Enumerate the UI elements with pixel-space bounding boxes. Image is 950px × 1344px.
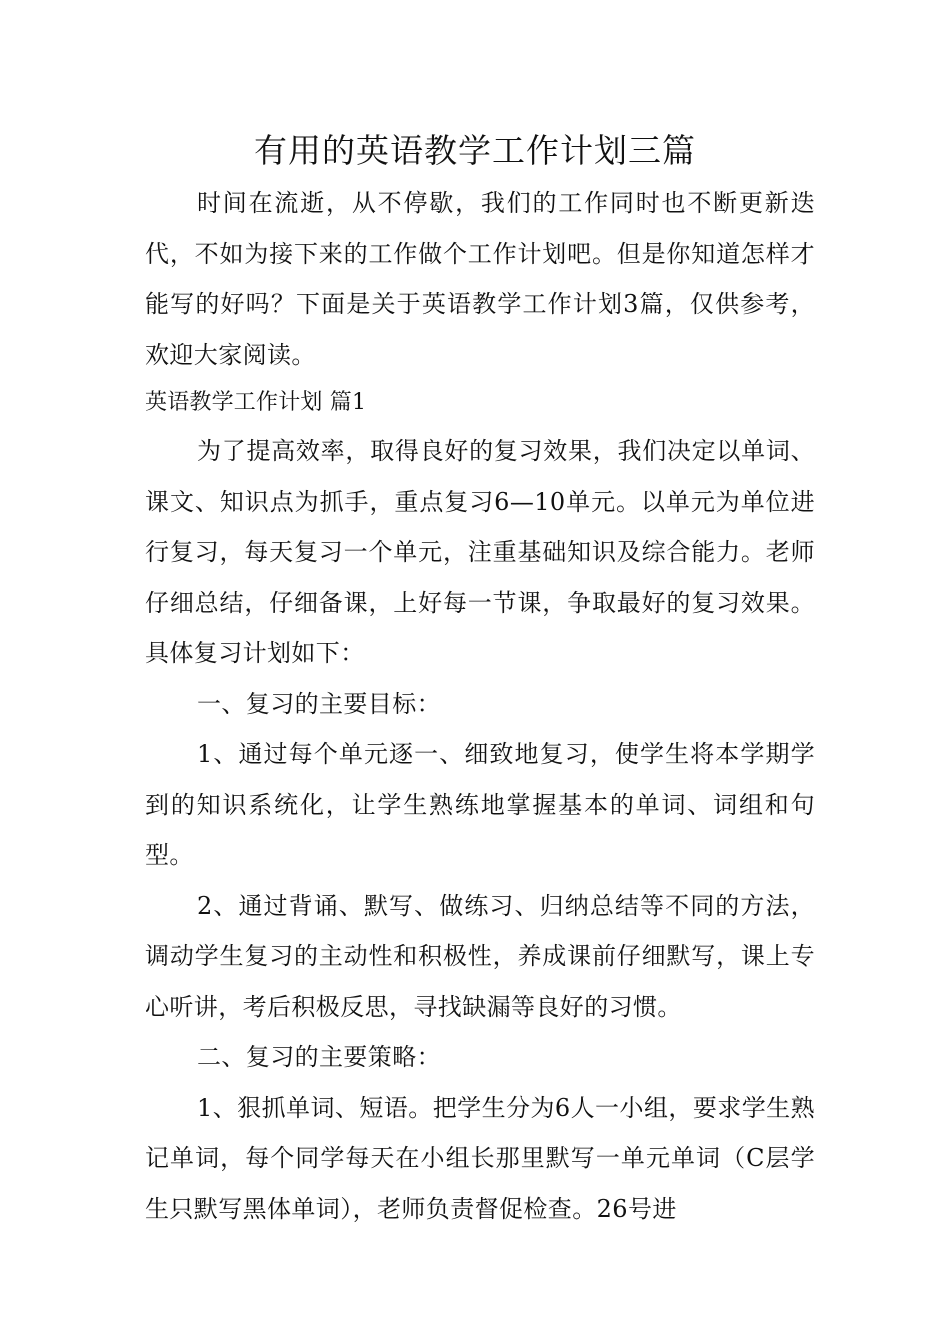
body-paragraph: 2、通过背诵、默写、做练习、归纳总结等不同的方法，调动学生复习的主动性和积极性，养成课前仔细默写，课上专心听讲，考后积极反思，寻找缺漏等良好的习惯。 <box>145 891 815 1021</box>
document-title: 有用的英语教学工作计划三篇 <box>254 131 696 170</box>
body-paragraph: 一、复习的主要目标： <box>197 689 441 718</box>
section-heading: 英语教学工作计划 篇1 <box>145 390 367 415</box>
intro-paragraph: 时间在流逝，从不停歇，我们的工作同时也不断更新迭代，不如为接下来的工作做个工作计划吧。但是你知道怎样才能写的好吗？下面是关于英语教学工作计划3篇，仅供参考，欢迎大家阅读。 <box>145 189 815 369</box>
body-paragraph: 二、复习的主要策略： <box>197 1043 441 1071</box>
body-paragraph: 1、通过每个单元逐一、细致地复习，使学生将本学期学到的知识系统化，让学生熟练地掌握基本的单词、词组和句型。 <box>145 740 815 869</box>
document-body <box>145 178 815 1234</box>
body-paragraph: 为了提高效率，取得良好的复习效果，我们决定以单词、课文、知识点为抓手，重点复习6—10单元。以单元为单位进行复习，每天复习一个单元，注重基础知识及综合能力。老师仔细总结，仔细备课，上好每一节课，争取最好的复习效果。具体复习计划如下： <box>145 437 815 667</box>
body-paragraph: 1、狠抓单词、短语。把学生分为6人一小组，要求学生熟记单词，每个同学每天在小组长那里默写一单元单词（C层学生只默写黑体单词），老师负责督促检查。26号进 <box>145 1093 815 1223</box>
